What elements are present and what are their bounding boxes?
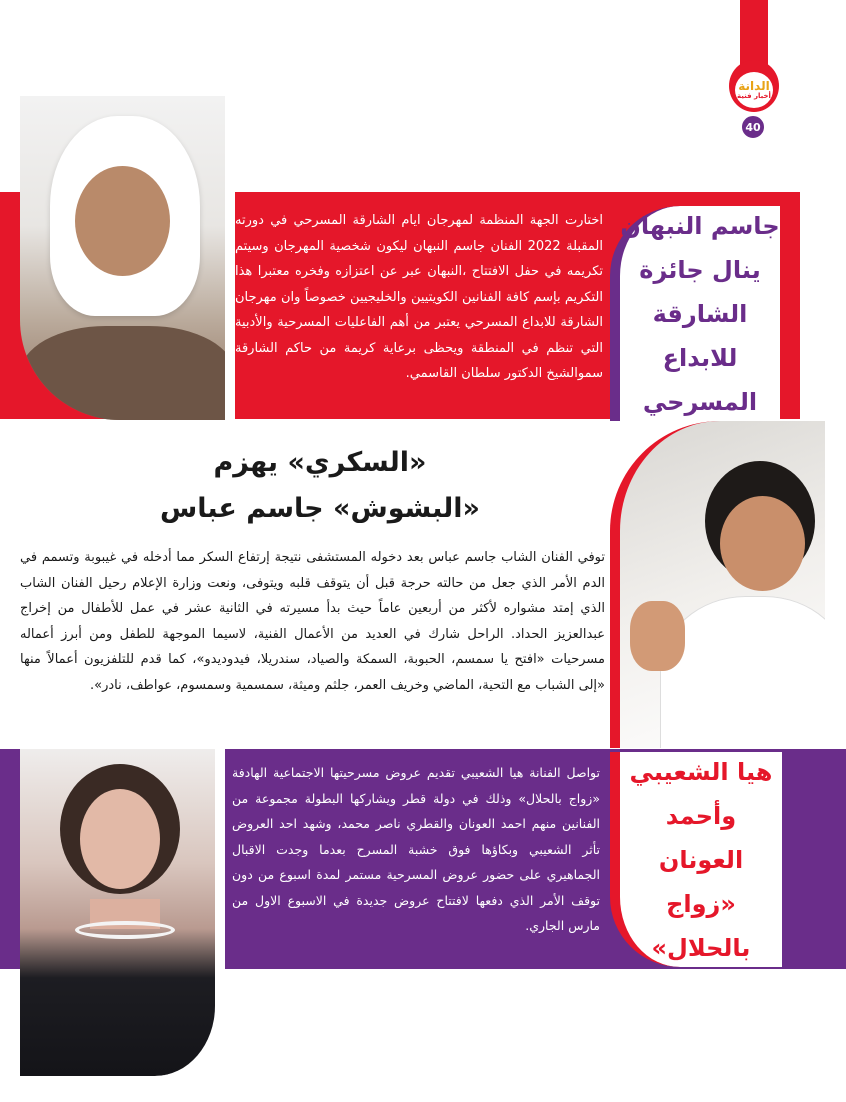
- headline-line: ينال جائزة: [639, 255, 761, 284]
- section-label: أخبار فنية: [737, 91, 771, 100]
- body-shape: [20, 326, 235, 420]
- story1-body: اختارت الجهة المنظمة لمهرجان ايام الشارقة المسرحي في دورته المقبلة 2022 الفنان جاسم النبهان ليكون شخصية المهرجان وسيتم تكريمه في حفل الافتتاح ،النبهان عبر عن اعتزازه وفخره معتبرا هذا التكريم بإسم كافة الفنانين الكويتيين والخليجيين خصوصاً وان مهرجان الشارقة للابداع المسرحي يعتبر من أهم الفاعليات المسرحية والأدبية التي تنظم في المنطقة ويحظى برعاية كريمة من حاكم الشارقة سموالشيخ الدكتور سلطان القاسمي.: [235, 213, 603, 381]
- story1-photo: [20, 96, 235, 420]
- headline-line: جاسم النبهان: [620, 211, 780, 240]
- headline-line: «زواج بالحلال»: [651, 889, 751, 962]
- story2-body: توفي الفنان الشاب جاسم عباس بعد دخوله المستشفى نتيجة إرتفاع السكر مما أدخله في غيبوبة وتسمم في الدم الأمر الذي جعل من حالته حرجة قبل أن يتوقف قلبه ويتوفى، ونعت وزارة الإعلام رحيل الفنان الشاب الذي إمتد مشواره لأكثر من أربعين عاماً حيث بدأ مسيرته في الثانية عشر في عمل للأطفال من إخراج عبدالعزيز الحداد. الراحل شارك في العديد من الأعمال الفنية، لاسيما الموجهة للطفل ومن أبرز أعماله مسرحيات «افتح يا سمسم، الحبوبة، السمكة والصياد، سندريلا، فيدوديدو»، كما قدم للتلفزيون أعمالاً منها «إلى الشباب مع التحية، الماضي وخريف العمر، جلثم وميثة، سمسمية وسمسوم، عواطف، نادر».: [20, 550, 605, 693]
- story3-photo: [20, 749, 225, 1076]
- story2-photo: [610, 421, 825, 748]
- page-number: 40: [740, 114, 766, 140]
- headline-line: «البشوش» جاسم عباس: [160, 493, 480, 524]
- headline-line: وأحمد العونان: [658, 801, 744, 874]
- story3-headline: [620, 750, 782, 970]
- magazine-logo: [735, 72, 773, 108]
- story3-body: تواصل الفنانة هيا الشعيبي تقديم عروض مسرحيتها الاجتماعية الهادفة «زواج بالحلال» وذلك في دولة قطر ويشاركها البطولة مجموعة من الفنانين منهم احمد العونان والقطري ناصر محمد، وشهد احد العروض تأثر الشعيبي وبكاؤها فوق خشبة المسرح بعدما وجدت الاقبال الجماهيري على حضور عروض المسرحية مستمر لمدة اسبوع من دون توقف الأمر الذي دفعها لافتتاح عروض جديدة في الاسبوع الاول من مارس الجاري.: [232, 765, 600, 933]
- story3-headline-box: [610, 752, 782, 967]
- headline-line: «السكري» يهزم: [213, 447, 427, 478]
- headline-line: هيا الشعيبي: [629, 757, 773, 786]
- headline-line: الشارقة للابداع: [652, 299, 748, 372]
- body-shape: [660, 596, 825, 748]
- story2-headline: [80, 440, 560, 532]
- headline-line: المسرحي: [642, 387, 758, 416]
- logo-text: الدانة: [738, 78, 770, 93]
- story1-headline: [620, 204, 780, 424]
- face-shape: [720, 496, 805, 591]
- story1-headline-box: [610, 206, 780, 421]
- hand-shape: [630, 601, 685, 671]
- face-shape: [75, 166, 170, 276]
- face-shape: [80, 789, 160, 889]
- necklace-shape: [75, 921, 175, 939]
